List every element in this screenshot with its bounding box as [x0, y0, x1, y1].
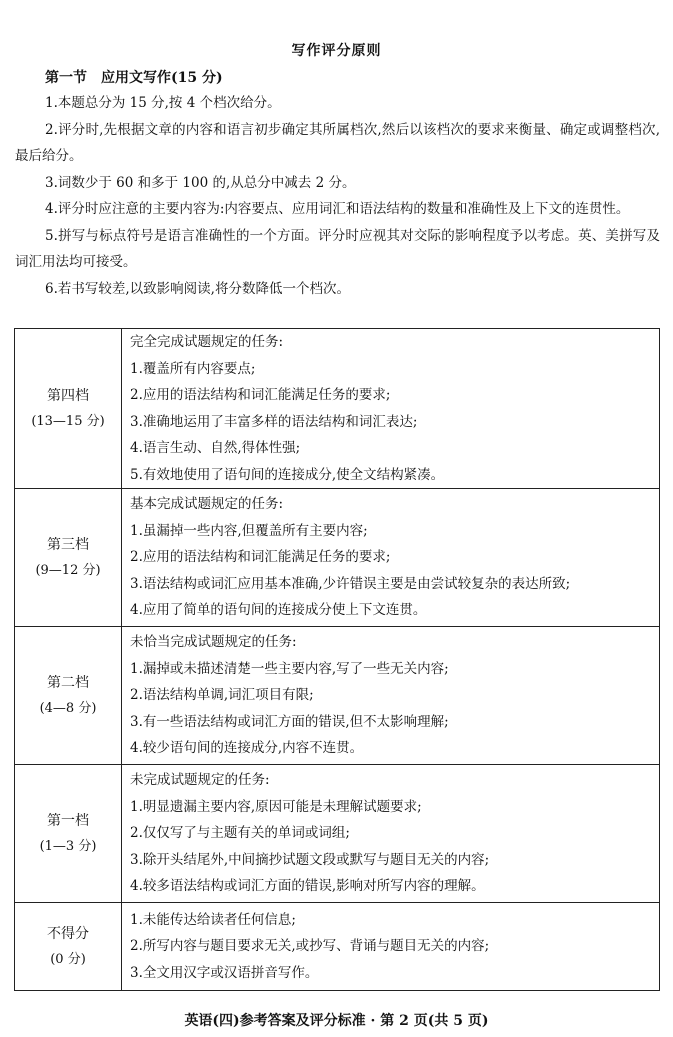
rule-item: 2.评分时,先根据文章的内容和语言初步确定其所属档次,然后以该档次的要求来衡量、确定或调整档次,最后给分。	[15, 121, 660, 164]
grade-range: (9—12 分)	[35, 562, 101, 578]
criteria-line: 未完成试题规定的任务:	[130, 772, 270, 789]
criteria-line: 基本完成试题规定的任务:	[130, 496, 284, 513]
criteria-line: 2.应用的语法结构和词汇能满足任务的要求;	[130, 387, 391, 403]
criteria-line: 5.有效地使用了语句间的连接成分,使全文结构紧凑。	[130, 466, 445, 483]
grade-level-cell	[15, 903, 122, 991]
criteria-line: 1.虽漏掉一些内容,但覆盖所有主要内容;	[130, 522, 368, 539]
criteria-line: 2.所写内容与题目要求无关,或抄写、背诵与题目无关的内容;	[130, 938, 490, 955]
grade-name: 第四档	[47, 387, 89, 404]
grade-level-cell	[15, 489, 122, 627]
grade-criteria-cell	[122, 903, 660, 991]
grading-table	[14, 328, 660, 991]
grade-range: (0 分)	[50, 951, 86, 967]
criteria-line: 1.覆盖所有内容要点;	[130, 360, 256, 377]
criteria-line: 3.有一些语法结构或词汇方面的错误,但不太影响理解;	[130, 713, 449, 730]
grade-range: (1—3 分)	[39, 838, 97, 854]
section-heading	[45, 67, 223, 87]
rule-item: 5.拼写与标点符号是语言准确性的一个方面。评分时应视其对交际的影响程度予以考虑。英、美拼写及词汇用法均可接受。	[15, 227, 660, 270]
grade-row-2	[15, 627, 660, 765]
criteria-line: 4.较少语句间的连接成分,内容不连贯。	[130, 740, 364, 757]
page-title: 写作评分原则	[291, 43, 382, 59]
grade-level-cell	[15, 627, 122, 765]
criteria-line: 完全完成试题规定的任务:	[130, 334, 284, 350]
criteria-line: 4.应用了简单的语句间的连接成分使上下文连贯。	[130, 602, 427, 619]
criteria-line: 3.全文用汉字或汉语拼音写作。	[130, 964, 319, 981]
grade-name: 第二档	[47, 674, 89, 691]
grade-criteria-cell	[122, 765, 660, 903]
criteria-line: 2.应用的语法结构和词汇能满足任务的要求;	[130, 549, 391, 566]
grade-name: 不得分	[47, 925, 89, 942]
section-number: 第一节	[45, 70, 87, 86]
criteria-line: 1.明显遗漏主要内容,原因可能是未理解试题要求;	[130, 798, 422, 815]
section-name: 应用文写作(15 分)	[101, 70, 223, 86]
criteria-line: 2.语法结构单调,词汇项目有限;	[130, 687, 314, 704]
grade-name: 第三档	[47, 536, 89, 553]
grade-row-3	[15, 489, 660, 627]
criteria-line: 4.较多语法结构或词汇方面的错误,影响对所写内容的理解。	[130, 878, 485, 895]
criteria-line: 1.漏掉或未描述清楚一些主要内容,写了一些无关内容;	[130, 660, 449, 677]
criteria-line: 2.仅仅写了与主题有关的单词或词组;	[130, 825, 350, 842]
grade-criteria-cell	[122, 489, 660, 627]
grade-level-cell	[15, 329, 122, 489]
grade-level-cell	[15, 765, 122, 903]
rule-item: 1.本题总分为 15 分,按 4 个档次给分。	[45, 95, 281, 111]
criteria-line: 未恰当完成试题规定的任务:	[130, 634, 297, 651]
rule-item: 3.词数少于 60 和多于 100 的,从总分中减去 2 分。	[45, 174, 356, 191]
page-footer: 英语(四)参考答案及评分标准 · 第 2 页(共 5 页)	[184, 1013, 489, 1029]
grade-criteria-cell	[122, 329, 660, 489]
grade-row-0	[15, 903, 660, 991]
criteria-line: 3.语法结构或词汇应用基本准确,少许错误主要是由尝试较复杂的表达所致;	[130, 575, 571, 592]
grade-row-4	[15, 329, 660, 489]
grade-range: (4—8 分)	[39, 700, 97, 716]
grade-range: (13—15 分)	[31, 413, 105, 429]
grade-name: 第一档	[47, 812, 89, 829]
scoring-rules	[15, 90, 660, 302]
rule-item: 4.评分时应注意的主要内容为:内容要点、应用词汇和语法结构的数量和准确性及上下文的连贯性。	[45, 201, 630, 217]
grade-row-1	[15, 765, 660, 903]
rule-item: 6.若书写较差,以致影响阅读,将分数降低一个档次。	[45, 280, 350, 297]
criteria-line: 3.准确地运用了丰富多样的语法结构和词汇表达;	[130, 413, 418, 430]
criteria-line: 1.未能传达给读者任何信息;	[130, 911, 296, 928]
grade-criteria-cell	[122, 627, 660, 765]
criteria-line: 4.语言生动、自然,得体性强;	[130, 440, 301, 456]
criteria-line: 3.除开头结尾外,中间摘抄试题文段或默写与题目无关的内容;	[130, 851, 490, 868]
